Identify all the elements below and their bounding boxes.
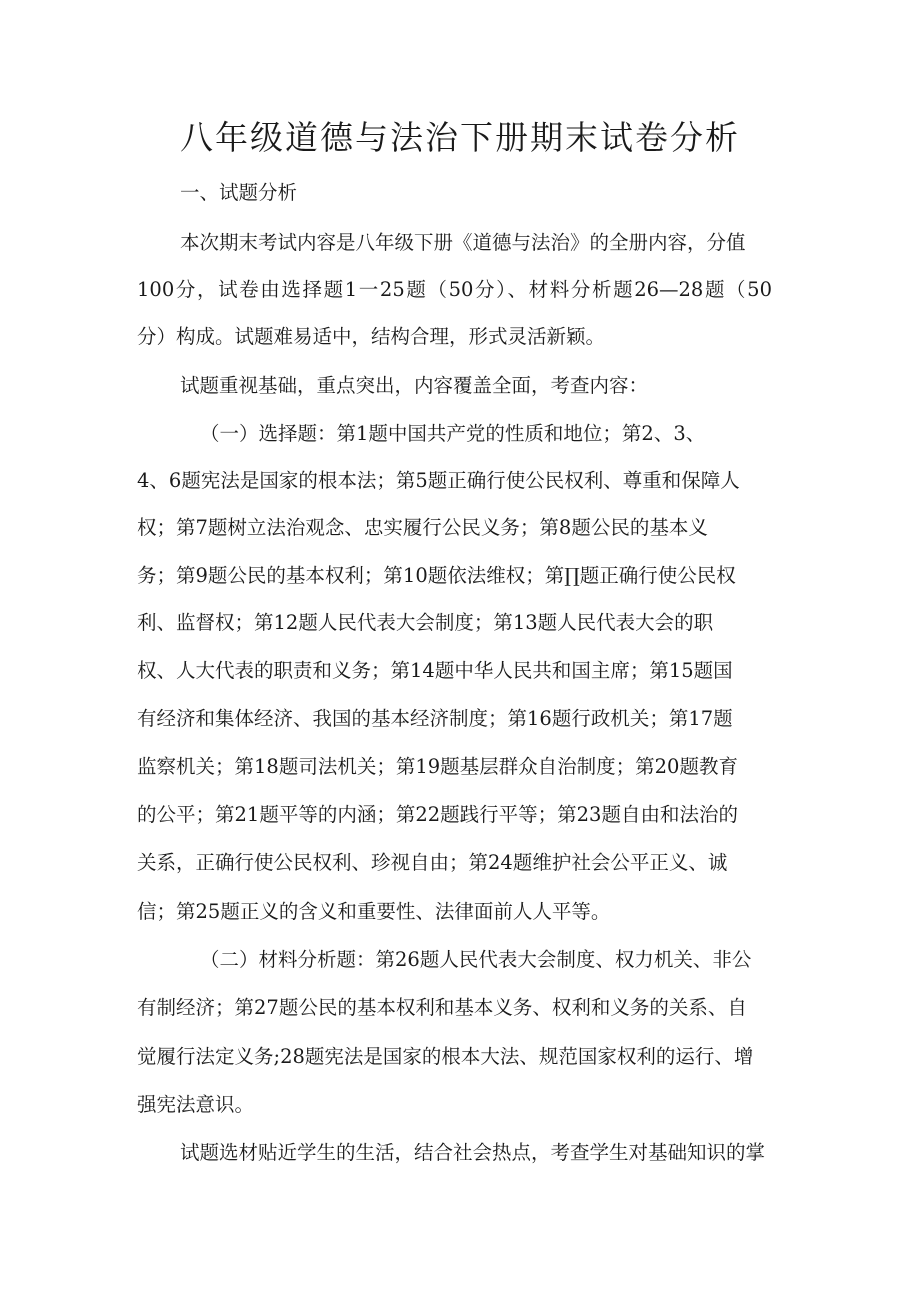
paragraph-line: 的公平；第21题平等的内涵；第22题践行平等；第23题自由和法治的 [137,803,738,826]
paragraph-line: 试题重视基础，重点突出，内容覆盖全面，考查内容： [180,374,649,397]
paragraph-line: 试题选材贴近学生的生活，结合社会热点，考查学生对基础知识的掌 [180,1141,766,1164]
document-title: 八年级道德与法治下册期末试卷分析 [180,118,740,157]
paragraph-line: 务；第9题公民的基本权利；第10题依法维权；第∏题正确行使公民权 [137,564,736,587]
paragraph-line: 有经济和集体经济、我国的基本经济制度；第16题行政机关；第17题 [137,707,733,730]
paragraph-line: 信；第25题正义的含义和重要性、法律面前人人平等。 [137,900,611,923]
paragraph-line: 权、人大代表的职责和义务；第14题中华人民共和国主席；第15题国 [137,659,733,682]
section-heading: 一、试题分析 [180,181,298,204]
paragraph-line: 觉履行法定义务;28题宪法是国家的根本大法、规范国家权利的运行、增 [137,1045,754,1068]
paragraph-line: 100分，试卷由选择题1一25题（50分）、材料分析题26—28题（50 [137,278,772,301]
paragraph-line: 利、监督权；第12题人民代表大会制度；第13题人民代表大会的职 [137,611,714,634]
paragraph-line: 本次期末考试内容是八年级下册《道德与法治》的全册内容，分值 [180,231,746,254]
paragraph-line: 强宪法意识。 [137,1093,255,1116]
paragraph-line: （一）选择题：第1题中国共产党的性质和地位；第2、3、 [200,422,706,445]
paragraph-line: （二）材料分析题：第26题人民代表大会制度、权力机关、非公 [200,948,752,971]
paragraph-line: 监察机关；第18题司法机关；第19题基层群众自治制度；第20题教育 [137,755,738,778]
paragraph-line: 关系，正确行使公民权利、珍视自由；第24题维护社会公平正义、诚 [137,851,728,874]
paragraph-line: 4、6题宪法是国家的根本法；第5题正确行使公民权利、尊重和保障人 [137,469,740,492]
paragraph-line: 权；第7题树立法治观念、忠实履行公民义务；第8题公民的基本义 [137,516,708,539]
paragraph-line: 分）构成。试题难易适中，结构合理，形式灵活新颖。 [137,325,606,348]
paragraph-line: 有制经济；第27题公民的基本权利和基本义务、权利和义务的关系、自 [137,996,747,1019]
